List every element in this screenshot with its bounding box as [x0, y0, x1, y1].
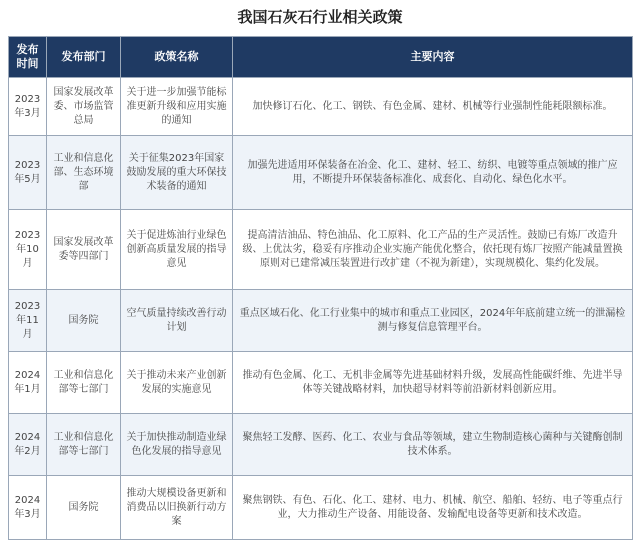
cell-time: 2023年5月 — [9, 136, 47, 210]
header-row — [9, 37, 633, 78]
cell-content: 提高清洁油品、特色油品、化工原料、化工产品的生产灵活性。鼓励已有炼厂改造升级、上优汰劣，稳妥有序推动企业实施产能优化整合，依托现有炼厂按照产能减量置换原则对已建常减压装置进行改扩建（不视为新建），实现规模化、集约化发展。 — [233, 210, 633, 290]
cell-name: 关于加快推动制造业绿色化发展的指导意见 — [121, 414, 233, 476]
cell-content: 加快修订石化、化工、钢铁、有色金属、建材、机械等行业强制性能耗限额标准。 — [233, 78, 633, 136]
table-row — [9, 476, 633, 540]
header-content: 主要内容 — [233, 37, 633, 78]
cell-content: 聚焦轻工发酵、医药、化工、农业与食品等领域，建立生物制造核心菌种与关键酶创制技术体系。 — [233, 414, 633, 476]
cell-dept: 国家发展改革委、市场监管总局 — [47, 78, 121, 136]
cell-name: 关于推动未来产业创新发展的实施意见 — [121, 352, 233, 414]
cell-dept: 工业和信息化部、生态环境部 — [47, 136, 121, 210]
cell-time: 2023年3月 — [9, 78, 47, 136]
cell-dept: 工业和信息化部等七部门 — [47, 352, 121, 414]
table-row — [9, 136, 633, 210]
cell-name: 空气质量持续改善行动计划 — [121, 290, 233, 352]
cell-dept: 国家发展改革委等四部门 — [47, 210, 121, 290]
cell-content: 重点区域石化、化工行业集中的城市和重点工业园区，2024年年底前建立统一的泄漏检测与修复信息管理平台。 — [233, 290, 633, 352]
policy-table — [8, 36, 633, 540]
cell-dept: 工业和信息化部等七部门 — [47, 414, 121, 476]
table-row — [9, 210, 633, 290]
cell-content: 加强先进适用环保装备在冶金、化工、建材、轻工、纺织、电镀等重点领域的推广应用，不断提升环保装备标准化、成套化、自动化、绿色化水平。 — [233, 136, 633, 210]
cell-name: 关于进一步加强节能标准更新升级和应用实施的通知 — [121, 78, 233, 136]
cell-content: 聚焦钢铁、有色、石化、化工、建材、电力、机械、航空、船舶、轻纺、电子等重点行业，大力推动生产设备、用能设备、发输配电设备等更新和技术改造。 — [233, 476, 633, 540]
header-name: 政策名称 — [121, 37, 233, 78]
cell-dept: 国务院 — [47, 290, 121, 352]
cell-name: 关于征集2023年国家鼓励发展的重大环保技术装备的通知 — [121, 136, 233, 210]
cell-time: 2023年10月 — [9, 210, 47, 290]
cell-time: 2023年11月 — [9, 290, 47, 352]
page-title: 我国石灰石行业相关政策 — [237, 8, 403, 26]
cell-time: 2024年1月 — [9, 352, 47, 414]
cell-dept: 国务院 — [47, 476, 121, 540]
cell-name: 关于促进炼油行业绿色创新高质量发展的指导意见 — [121, 210, 233, 290]
cell-name: 推动大规模设备更新和消费品以旧换新行动方案 — [121, 476, 233, 540]
cell-time: 2024年3月 — [9, 476, 47, 540]
header-dept: 发布部门 — [47, 37, 121, 78]
table-row — [9, 414, 633, 476]
table-row — [9, 78, 633, 136]
header-time: 发布时间 — [9, 37, 47, 78]
table-row — [9, 290, 633, 352]
table-row — [9, 352, 633, 414]
cell-time: 2024年2月 — [9, 414, 47, 476]
cell-content: 推动有色金属、化工、无机非金属等先进基础材料升级，发展高性能碳纤维、先进半导体等关键战略材料，加快超导材料等前沿新材料创新应用。 — [233, 352, 633, 414]
